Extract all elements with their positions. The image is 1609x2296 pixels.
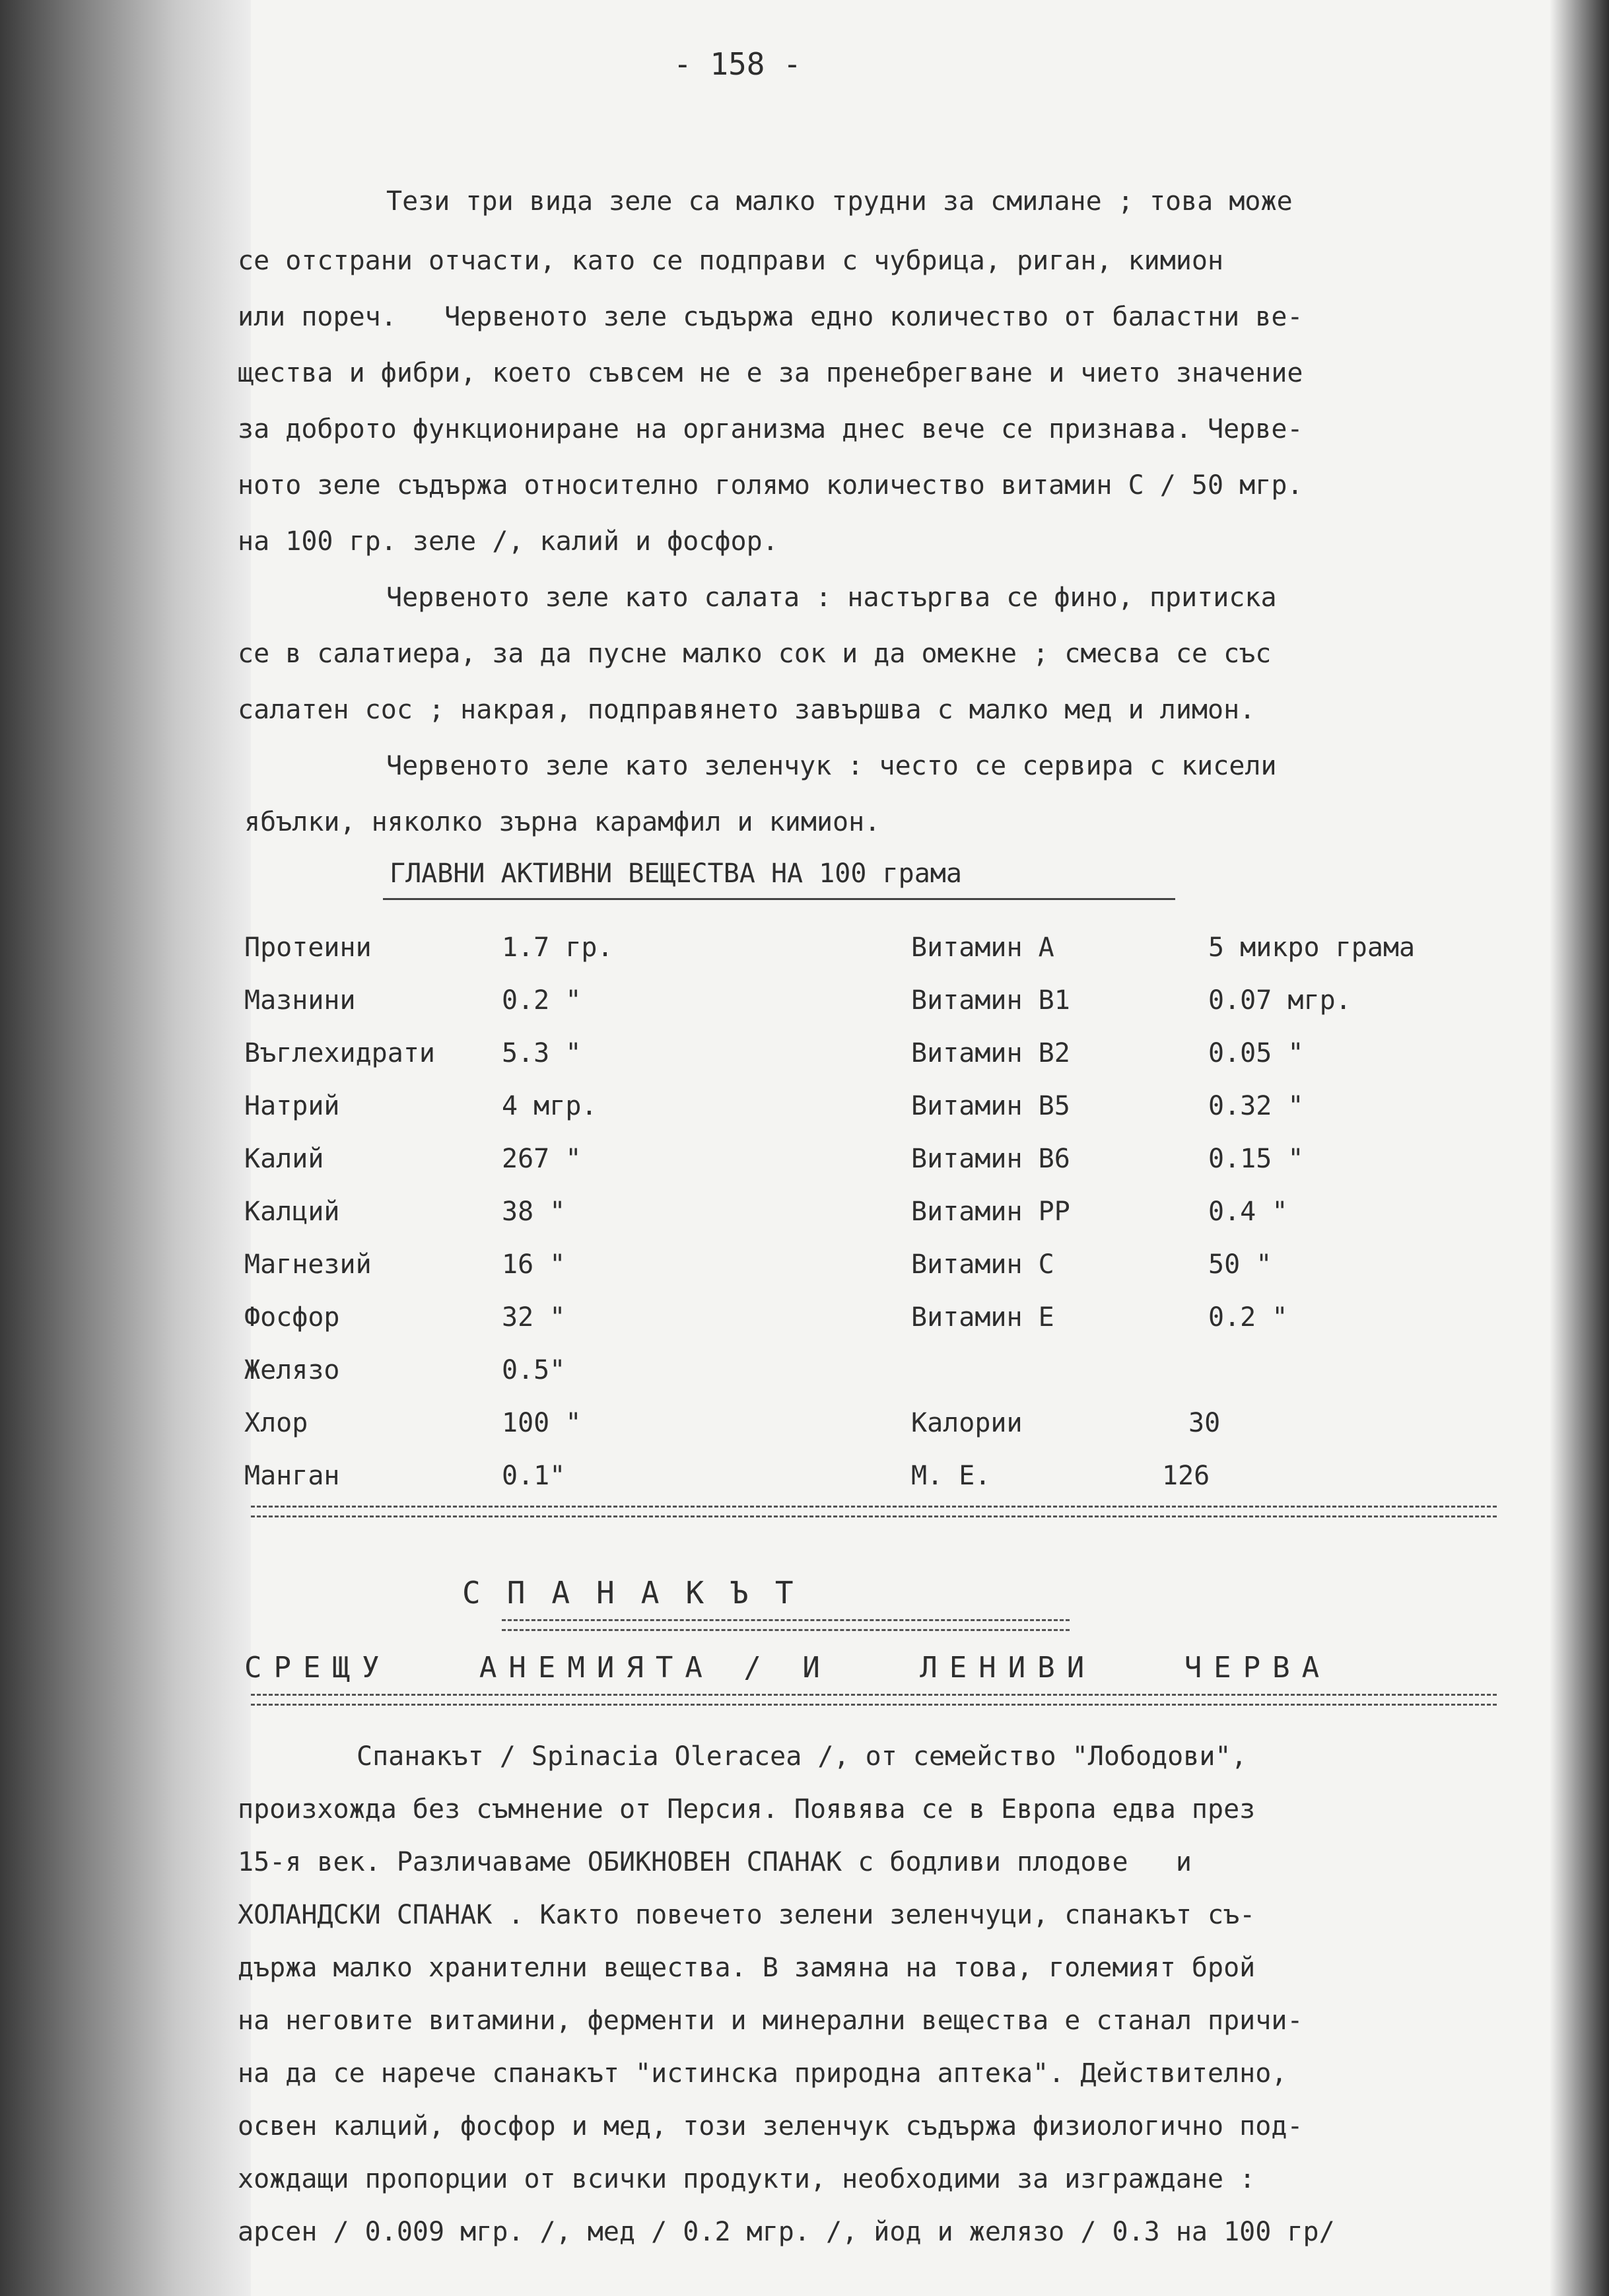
text-line: се в салатиера, за да пусне малко сок и да омекне ; смесва се със bbox=[238, 639, 1272, 669]
section-subtitle: СРЕЩУ АНЕМИЯТА / И ЛЕНИВИ ЧЕРВА bbox=[244, 1651, 1332, 1685]
text-line: ното зеле съдържа относително голямо количество витамин С / 50 мгр. bbox=[238, 470, 1303, 501]
page-number: - 158 - bbox=[673, 46, 802, 82]
text-line: Червеното зеле като салата : настъргва се фино, притиска bbox=[386, 582, 1277, 613]
text-line: Тези три вида зеле са малко трудни за смилане ; това може bbox=[386, 186, 1293, 217]
text-line: произхожда без съмнение от Персия. Появява се в Европа едва през bbox=[238, 1794, 1256, 1825]
nutrient-name: Магнезий bbox=[244, 1249, 372, 1280]
double-rule bbox=[251, 1506, 1497, 1517]
text-line: хождащи пропорции от всички продукти, необходими за изграждане : bbox=[238, 2164, 1256, 2194]
vitamin-name: Витамин В5 bbox=[911, 1091, 1070, 1121]
me-value: 126 bbox=[1162, 1461, 1210, 1491]
scan-shadow-right bbox=[1550, 0, 1609, 2296]
vitamin-name: Витамин В6 bbox=[911, 1144, 1070, 1174]
vitamin-value: 5 микро грама bbox=[1208, 932, 1416, 963]
vitamin-value: 0.32 " bbox=[1208, 1091, 1304, 1121]
vitamin-value: 0.15 " bbox=[1208, 1144, 1304, 1174]
vitamin-value: 0.4 " bbox=[1208, 1197, 1288, 1227]
vitamin-name: Витамин РР bbox=[911, 1197, 1070, 1227]
nutrient-value: 267 " bbox=[502, 1144, 582, 1174]
scan-shadow-left bbox=[0, 0, 251, 2296]
text-line: държа малко хранителни вещества. В замяна на това, големият брой bbox=[238, 1953, 1256, 1983]
text-line: 15-я век. Различаваме ОБИКНОВЕН СПАНАК с бодливи плодове и bbox=[238, 1847, 1192, 1877]
calories-label: Калории bbox=[911, 1408, 1023, 1438]
nutrient-value: 0.2 " bbox=[502, 985, 582, 1016]
nutrient-name: Протеини bbox=[244, 932, 372, 963]
nutrient-name: Желязо bbox=[244, 1355, 340, 1385]
vitamin-value: 0.05 " bbox=[1208, 1038, 1304, 1068]
double-rule bbox=[502, 1619, 1070, 1631]
nutrient-value: 0.5" bbox=[502, 1355, 566, 1385]
vitamin-value: 50 " bbox=[1208, 1249, 1272, 1280]
text-line: салатен сос ; накрая, подправянето завършва с малко мед и лимон. bbox=[238, 695, 1256, 725]
text-line: или пореч. Червеното зеле съдържа едно количество от баластни ве- bbox=[238, 302, 1303, 332]
calories-value: 30 bbox=[1188, 1408, 1221, 1438]
text-line: арсен / 0.009 мгр. /, мед / 0.2 мгр. /, йод и желязо / 0.3 на 100 гр/ bbox=[238, 2217, 1335, 2247]
nutrient-value: 100 " bbox=[502, 1408, 582, 1438]
vitamin-value: 0.2 " bbox=[1208, 1302, 1288, 1333]
text-line: щества и фибри, което съвсем не е за пренебрегване и чието значение bbox=[238, 358, 1303, 388]
vitamin-name: Витамин В1 bbox=[911, 985, 1070, 1016]
nutrient-value: 38 " bbox=[502, 1197, 566, 1227]
text-line: Червеното зеле като зеленчук : често се сервира с кисели bbox=[386, 751, 1277, 781]
nutrient-name: Манган bbox=[244, 1461, 340, 1491]
section-title: СПАНАКЪТ bbox=[462, 1575, 820, 1611]
nutrient-value: 0.1" bbox=[502, 1461, 566, 1491]
vitamin-value: 0.07 мгр. bbox=[1208, 985, 1352, 1016]
vitamin-name: Витамин В2 bbox=[911, 1038, 1070, 1068]
text-line: ХОЛАНДСКИ СПАНАК . Както повечето зелени зеленчуци, спанакът съ- bbox=[238, 1900, 1256, 1930]
nutrient-value: 16 " bbox=[502, 1249, 566, 1280]
nutrient-name: Калций bbox=[244, 1197, 340, 1227]
vitamin-name: Витамин С bbox=[911, 1249, 1054, 1280]
text-line: се отстрани отчасти, като се подправи с чубрица, риган, кимион bbox=[238, 246, 1224, 276]
nutrient-name: Калий bbox=[244, 1144, 324, 1174]
text-line: Спанакът / Spinacia Oleracea /, от семейство "Лободови", bbox=[357, 1741, 1247, 1772]
text-line: за доброто функциониране на организма днес вече се признава. Черве- bbox=[238, 414, 1303, 444]
nutrient-value: 4 мгр. bbox=[502, 1091, 598, 1121]
nutrient-value: 32 " bbox=[502, 1302, 566, 1333]
double-rule bbox=[251, 1694, 1497, 1706]
text-line: на 100 гр. зеле /, калий и фосфор. bbox=[238, 526, 778, 557]
text-line: на неговите витамини, ферменти и минерални вещества е станал причи- bbox=[238, 2005, 1303, 2036]
nutrient-name: Въглехидрати bbox=[244, 1038, 435, 1068]
table-rule bbox=[383, 898, 1175, 900]
nutrient-name: Мазнини bbox=[244, 985, 356, 1016]
nutrient-name: Фосфор bbox=[244, 1302, 340, 1333]
nutrient-value: 1.7 гр. bbox=[502, 932, 613, 963]
vitamin-name: Витамин Е bbox=[911, 1302, 1054, 1333]
text-line: ябълки, няколко зърна карамфил и кимион. bbox=[244, 807, 881, 837]
text-line: на да се нарече спанакът "истинска природна аптека". Действително, bbox=[238, 2058, 1287, 2089]
me-label: М. Е. bbox=[911, 1461, 991, 1491]
nutrient-name: Натрий bbox=[244, 1091, 340, 1121]
nutrient-value: 5.3 " bbox=[502, 1038, 582, 1068]
nutrient-name: Хлор bbox=[244, 1408, 308, 1438]
table-heading: ГЛАВНИ АКТИВНИ ВЕЩЕСТВА НА 100 грама bbox=[390, 858, 962, 889]
text-line: освен калций, фосфор и мед, този зеленчук съдържа физиологично под- bbox=[238, 2111, 1303, 2141]
vitamin-name: Витамин А bbox=[911, 932, 1054, 963]
